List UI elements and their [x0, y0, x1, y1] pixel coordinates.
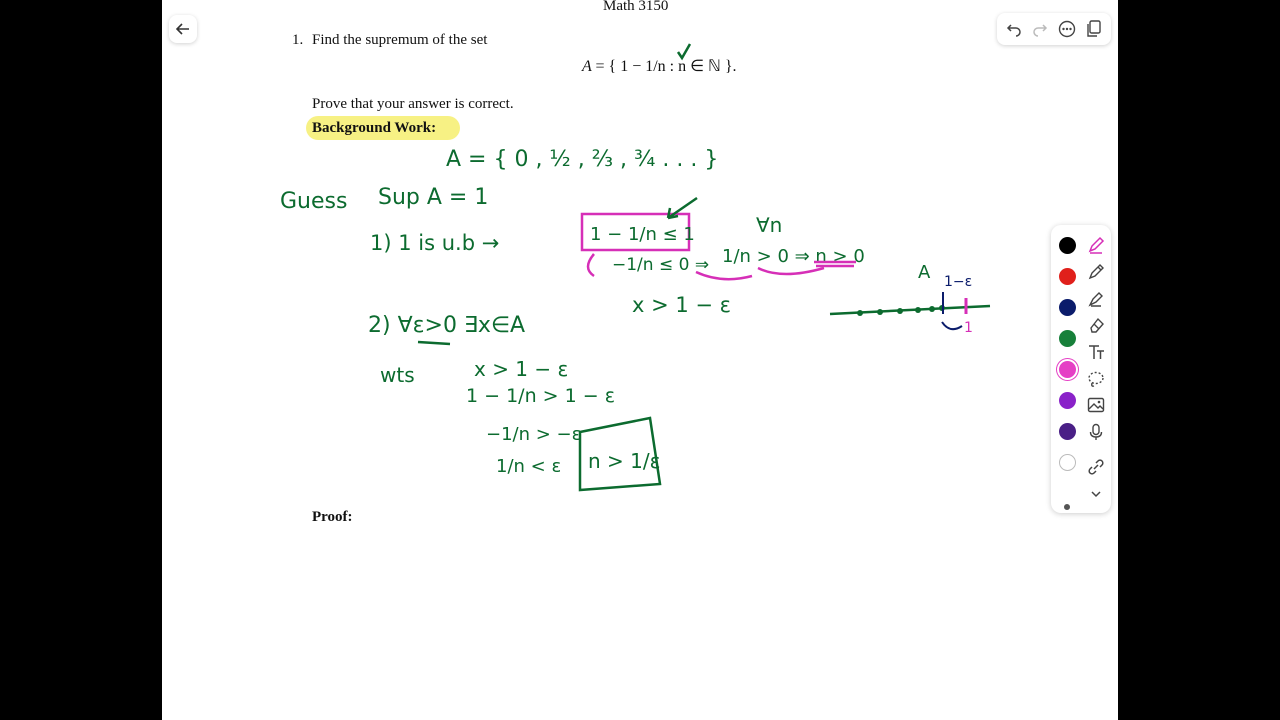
eraser-icon[interactable] — [1087, 316, 1105, 334]
link-icon[interactable] — [1087, 458, 1105, 476]
hw-wts2: 1 − 1/n > 1 − ε — [466, 385, 615, 407]
hw-chain-a: −1/n ≤ 0 ⇒ — [612, 255, 710, 275]
hw-numline-one: 1 — [964, 320, 973, 336]
palette-page-indicator — [1064, 504, 1070, 510]
redo-icon[interactable] — [1032, 21, 1048, 37]
set-rhs: = { 1 − 1/n : n ∈ ℕ }. — [595, 58, 737, 75]
color-swatch-navy[interactable] — [1059, 299, 1076, 316]
color-swatch-magenta[interactable] — [1059, 361, 1076, 378]
pencil-icon[interactable] — [1087, 263, 1105, 281]
hw-x-target: x > 1 − ε — [632, 293, 732, 317]
color-swatch-purple[interactable] — [1059, 392, 1076, 409]
hw-chain-b: 1/n > 0 ⇒ n > 0 — [722, 246, 865, 267]
hw-forall-n: ∀n — [756, 213, 783, 237]
mic-icon[interactable] — [1087, 423, 1105, 441]
background-work-label: Background Work: — [312, 120, 437, 136]
hw-sup-guess: Sup A = 1 — [378, 185, 489, 210]
arrow-left-icon — [176, 22, 190, 36]
image-icon[interactable] — [1087, 396, 1105, 414]
problem-number: 1. — [292, 32, 304, 48]
chevron-down-icon[interactable] — [1089, 487, 1103, 501]
top-toolbar — [997, 13, 1111, 45]
undo-icon[interactable] — [1006, 21, 1022, 37]
color-swatch-red[interactable] — [1059, 268, 1076, 285]
hw-guess: Guess — [280, 189, 348, 214]
set-lhs: A — [582, 58, 592, 75]
proof-label: Proof: — [312, 509, 353, 525]
hw-numline-eps: 1−ε — [944, 274, 973, 290]
pen-palette — [1051, 225, 1111, 513]
problem-text: Find the supremum of the set — [312, 32, 488, 48]
color-swatch-black[interactable] — [1059, 237, 1076, 254]
prove-text: Prove that your answer is correct. — [312, 96, 514, 112]
hw-numline-a: A — [918, 262, 931, 283]
back-button[interactable] — [169, 15, 197, 43]
hw-wts3: −1/n > −ε — [486, 424, 582, 445]
hw-set-listing: A = { 0 , ½ , ⅔ , ¾ . . . } — [446, 147, 719, 172]
hw-wts: wts — [380, 363, 415, 387]
color-swatch-white[interactable] — [1059, 454, 1076, 471]
color-swatch-violet[interactable] — [1059, 423, 1076, 440]
color-swatch-green[interactable] — [1059, 330, 1076, 347]
hw-boxed-answer: n > 1/ε — [588, 449, 661, 473]
pages-icon[interactable] — [1086, 20, 1102, 38]
hw-step1: 1) 1 is u.b → — [370, 231, 500, 255]
hw-step2: 2) ∀ε>0 ∃x∈A — [368, 313, 526, 338]
hw-boxed-ineq: 1 − 1/n ≤ 1 — [590, 224, 695, 245]
hw-wts4: 1/n < ε — [496, 456, 562, 477]
notebook-page[interactable] — [162, 0, 1118, 720]
highlighter-icon[interactable] — [1087, 290, 1105, 308]
set-definition — [582, 56, 737, 76]
hw-wts1: x > 1 − ε — [474, 357, 569, 381]
text-icon[interactable] — [1087, 343, 1105, 361]
pen-icon[interactable] — [1087, 236, 1105, 254]
page-header: Math 3150 — [603, 0, 669, 14]
lasso-icon[interactable] — [1087, 370, 1105, 388]
more-icon[interactable] — [1058, 20, 1076, 38]
